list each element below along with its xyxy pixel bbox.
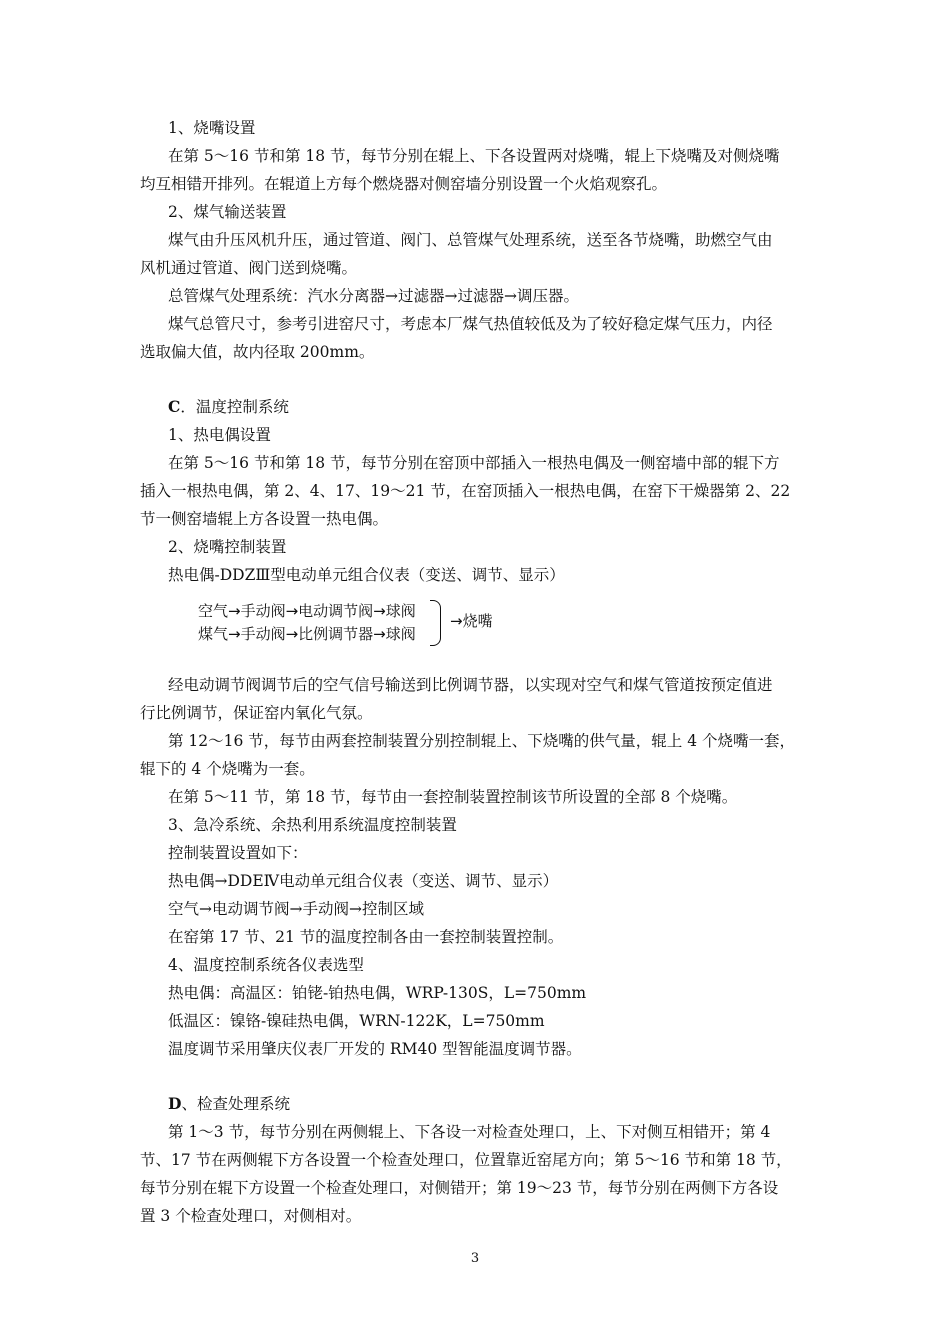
paragraph-line: 煤气总管尺寸，参考引进窑尺寸，考虑本厂煤气热值较低及为了较好稳定煤气压力，内径 xyxy=(168,315,773,333)
paragraph-line: 在第 5～16 节和第 18 节，每节分别在辊上、下各设置两对烧嘴，辊上下烧嘴及对侧烧嘴 xyxy=(168,147,780,165)
paragraph-line: 温度调节采用肇庆仪表厂开发的 RM40 型智能温度调节器。 xyxy=(168,1040,582,1058)
paragraph-line: 在第 5～11 节，第 18 节，每节由一套控制装置控制该节所设置的全部 8 个烧嘴。 xyxy=(168,788,738,806)
control-flow-diagram xyxy=(198,598,518,648)
paragraph-line: 辊下的 4 个烧嘴为一套。 xyxy=(140,760,315,778)
air-flow-path: 空气→手动阀→电动调节阀→球阀 xyxy=(198,602,416,620)
paragraph-line: 总管煤气处理系统：汽水分离器→过滤器→过滤器→调压器。 xyxy=(168,287,579,305)
paragraph-line: 插入一根热电偶，第 2、4、17、19～21 节，在窑顶插入一根热电偶，在窑下干燥器第 2、22 xyxy=(140,482,791,500)
burner-target: →烧嘴 xyxy=(450,612,493,630)
paragraph-line: 在窑第 17 节、21 节的温度控制各由一套控制装置控制。 xyxy=(168,928,564,946)
paragraph-line: 风机通过管道、阀门送到烧嘴。 xyxy=(140,259,358,277)
paragraph-line: 煤气由升压风机升压，通过管道、阀门、总管煤气处理系统，送至各节烧嘴，助燃空气由 xyxy=(168,231,773,249)
page-number: 3 xyxy=(470,1251,480,1266)
heading-burner-setup: 1、烧嘴设置 xyxy=(168,119,256,137)
heading-thermocouple-setup: 1、热电偶设置 xyxy=(168,426,271,444)
paragraph-line: 低温区：镍铬-镍硅热电偶，WRN-122K，L=750mm xyxy=(168,1012,545,1030)
paragraph-line: 热电偶：高温区：铂铑-铂热电偶，WRP-130S，L=750mm xyxy=(168,984,587,1002)
paragraph-line: 第 1～3 节，每节分别在两侧辊上、下各设一对检查处理口，上、下对侧互相错开；第 4 xyxy=(168,1123,771,1141)
heading-instrument-selection: 4、温度控制系统各仪表选型 xyxy=(168,956,364,974)
paragraph-line: 经电动调节阀调节后的空气信号输送到比例调节器，以实现对空气和煤气管道按预定值进 xyxy=(168,676,773,694)
heading-gas-delivery: 2、煤气输送装置 xyxy=(168,203,287,221)
heading-quench-control: 3、急冷系统、余热利用系统温度控制装置 xyxy=(168,816,457,834)
paragraph-line: 热电偶→DDEⅣ电动单元组合仪表（变送、调节、显示） xyxy=(168,872,559,890)
paragraph-line: 选取偏大值，故内径取 200mm。 xyxy=(140,343,375,361)
paragraph-line: 节一侧窑墙辊上方各设置一热电偶。 xyxy=(140,510,389,528)
section-heading-c: C．温度控制系统 xyxy=(168,397,289,416)
paragraph-line: 均互相错开排列。在辊道上方每个燃烧器对侧窑墙分别设置一个火焰观察孔。 xyxy=(140,175,668,193)
paragraph-line: 置 3 个检查处理口，对侧相对。 xyxy=(140,1207,362,1225)
section-heading-d: D、检查处理系统 xyxy=(168,1094,290,1113)
paragraph-line: 行比例调节，保证窑内氧化气氛。 xyxy=(140,704,373,722)
paragraph-line: 节、17 节在两侧辊下方各设置一个检查处理口，位置靠近窑尾方向；第 5～16 节和第 18 节， xyxy=(140,1151,792,1169)
paragraph-line: 控制装置设置如下： xyxy=(168,844,308,862)
right-brace-icon xyxy=(430,600,441,646)
paragraph-line: 热电偶-DDZⅢ型电动单元组合仪表（变送、调节、显示） xyxy=(168,566,565,584)
paragraph-line: 每节分别在辊下方设置一个检查处理口，对侧错开；第 19～23 节，每节分别在两侧下方各设 xyxy=(140,1179,779,1197)
heading-burner-control: 2、烧嘴控制装置 xyxy=(168,538,287,556)
paragraph-line: 空气→电动调节阀→手动阀→控制区域 xyxy=(168,900,424,918)
paragraph-line: 在第 5～16 节和第 18 节，每节分别在窑顶中部插入一根热电偶及一侧窑墙中部的辊下方 xyxy=(168,454,780,472)
gas-flow-path: 煤气→手动阀→比例调节器→球阀 xyxy=(198,625,416,643)
paragraph-line: 第 12～16 节，每节由两套控制装置分别控制辊上、下烧嘴的供气量，辊上 4 个烧嘴一套， xyxy=(168,732,796,750)
